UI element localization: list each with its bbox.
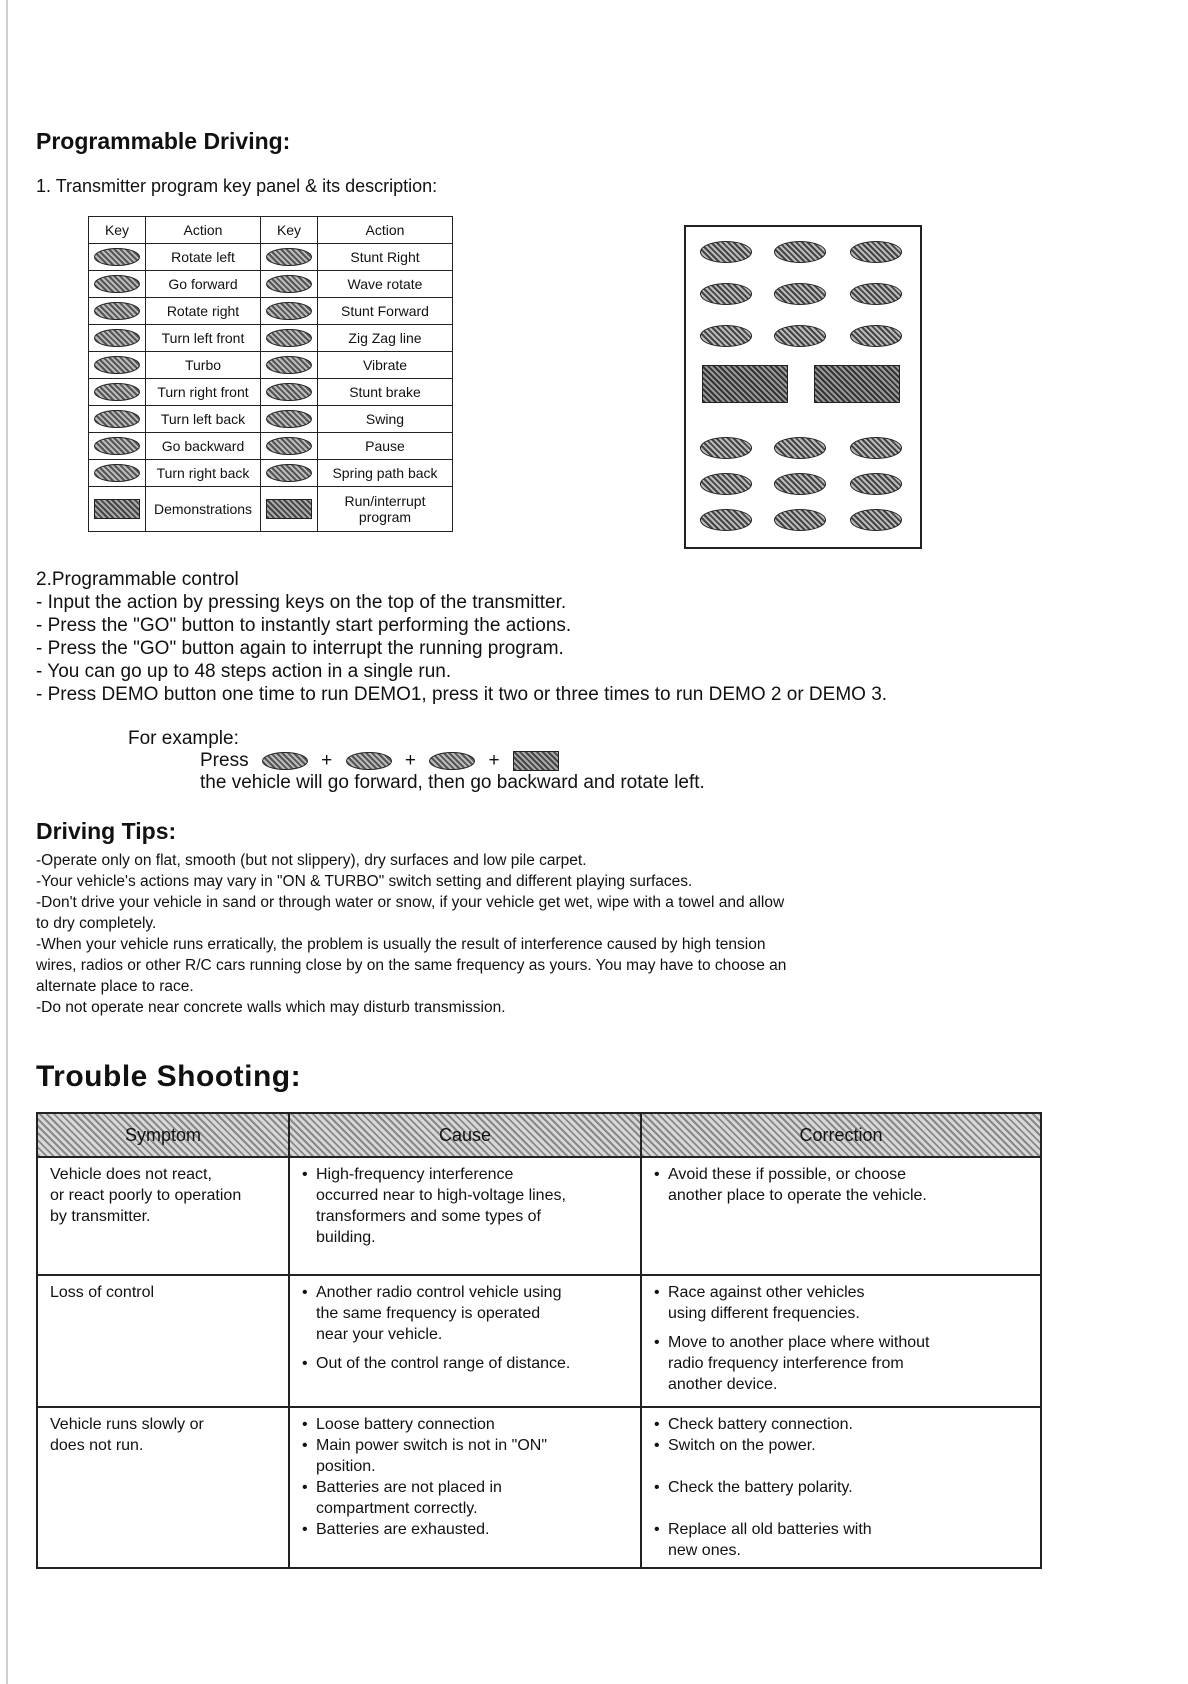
spacer [654, 1456, 1028, 1477]
programmable-control-section [36, 568, 887, 706]
panel-key-icon [774, 509, 826, 531]
panel-key-icon [774, 283, 826, 305]
go-forward-key-icon [262, 752, 308, 770]
key-button-icon [94, 329, 140, 347]
panel-key-icon [700, 283, 752, 305]
key-icon-cell [89, 433, 146, 460]
key-button-icon [266, 356, 312, 374]
correction-item [654, 1519, 1028, 1561]
key-icon-cell [89, 406, 146, 433]
action-cell: Wave rotate [318, 271, 453, 298]
symptom-line: Loss of control [50, 1284, 155, 1301]
tip-line: -When your vehicle runs erratically, the problem is usually the result of interference caused by high tension [36, 936, 766, 953]
cause-line: • High-frequency interference [316, 1166, 514, 1183]
header-key: Key [261, 217, 318, 244]
control-title: 2.Programmable control [36, 569, 239, 590]
key-icon-cell [89, 244, 146, 271]
cause-line: near your vehicle. [316, 1326, 443, 1343]
correction-line: • Check battery connection. [668, 1416, 853, 1433]
correction-line: another device. [668, 1376, 778, 1393]
cause-item [302, 1164, 628, 1248]
symptom-cell [37, 1275, 289, 1407]
correction-item [654, 1282, 1028, 1324]
plus-sign: + [321, 750, 333, 771]
panel-key-icon [850, 473, 902, 495]
cause-item [302, 1477, 628, 1519]
key-button-icon [266, 329, 312, 347]
action-cell: Rotate right [146, 298, 261, 325]
key-icon-cell [89, 298, 146, 325]
cause-line: • Batteries are not placed in [316, 1479, 502, 1496]
control-line: - Input the action by pressing keys on the top of the transmitter. [36, 592, 567, 613]
key-icon-cell [261, 379, 318, 406]
correction-line: radio frequency interference from [668, 1355, 904, 1372]
correction-line: • Race against other vehicles [668, 1284, 865, 1301]
cause-cell [289, 1407, 641, 1568]
trouble-row [37, 1275, 1041, 1407]
action-cell: Turn right back [146, 460, 261, 487]
panel-key-icon [774, 473, 826, 495]
action-cell: Swing [318, 406, 453, 433]
panel-key-icon [774, 325, 826, 347]
key-button-icon [94, 437, 140, 455]
panel-key-icon [850, 437, 902, 459]
tip-line: alternate place to race. [36, 978, 194, 995]
action-cell: Rotate left [146, 244, 261, 271]
plus-sign: + [404, 750, 416, 771]
key-icon-cell [261, 487, 318, 532]
programmable-heading: Programmable Driving: [36, 128, 291, 154]
header-key: Key [89, 217, 146, 244]
key-button-icon [94, 356, 140, 374]
key-button-icon [94, 302, 140, 320]
cause-item [302, 1282, 628, 1345]
action-cell: Go backward [146, 433, 261, 460]
key-icon-cell [89, 379, 146, 406]
cause-cell [289, 1275, 641, 1407]
key-table-row [89, 244, 453, 271]
cause-line: position. [316, 1458, 376, 1475]
tip-line: -Don't drive your vehicle in sand or through water or snow, if your vehicle get wet, wipe with a towel and allow [36, 894, 785, 911]
cause-cell [289, 1157, 641, 1275]
cause-line: • Another radio control vehicle using [316, 1284, 562, 1301]
key-icon-cell [261, 271, 318, 298]
key-table [88, 216, 453, 532]
trouble-shooting-heading: Trouble Shooting: [36, 1060, 302, 1093]
action-cell: Zig Zag line [318, 325, 453, 352]
panel-key-icon [700, 473, 752, 495]
driving-tips-list [36, 850, 786, 1018]
key-panel-subtitle: 1. Transmitter program key panel & its description: [36, 176, 438, 196]
control-line: - Press the "GO" button again to interrupt the running program. [36, 638, 564, 659]
panel-key-icon [774, 437, 826, 459]
example-result: the vehicle will go forward, then go backward and rotate left. [200, 772, 705, 793]
cause-item [302, 1414, 628, 1435]
spacer [654, 1324, 1028, 1332]
symptom-line: by transmitter. [50, 1208, 151, 1225]
symptom-cell [37, 1157, 289, 1275]
tip-line: -Do not operate near concrete walls which may disturb transmission. [36, 999, 506, 1016]
scan-edge [6, 0, 8, 1684]
action-cell: Turbo [146, 352, 261, 379]
action-cell: Turn left back [146, 406, 261, 433]
key-icon-cell [261, 460, 318, 487]
panel-key-icon [850, 325, 902, 347]
correction-line: • Move to another place where without [668, 1334, 930, 1351]
header-cause: Cause [289, 1113, 641, 1157]
key-button-icon [94, 383, 140, 401]
action-cell: Vibrate [318, 352, 453, 379]
correction-item [654, 1477, 1028, 1498]
correction-line: new ones. [668, 1542, 741, 1559]
correction-item [654, 1332, 1028, 1395]
correction-cell [641, 1275, 1041, 1407]
trouble-row [37, 1157, 1041, 1275]
rotate-left-key-icon [429, 752, 475, 770]
key-icon-cell [261, 244, 318, 271]
cause-line: the same frequency is operated [316, 1305, 541, 1322]
key-table-row [89, 406, 453, 433]
key-button-icon [266, 275, 312, 293]
key-button-icon [266, 302, 312, 320]
action-cell: Stunt Forward [318, 298, 453, 325]
key-button-icon [266, 383, 312, 401]
control-line: - Press the "GO" button to instantly start performing the actions. [36, 615, 572, 636]
action-cell: Stunt Right [318, 244, 453, 271]
action-cell: Turn left front [146, 325, 261, 352]
trouble-shooting-table [36, 1112, 1042, 1569]
panel-go-key-icon [814, 365, 900, 403]
panel-key-icon [700, 509, 752, 531]
control-line: - You can go up to 48 steps action in a single run. [36, 661, 452, 682]
key-table-row [89, 271, 453, 298]
correction-cell [641, 1407, 1041, 1568]
cause-line: • Out of the control range of distance. [316, 1355, 571, 1372]
symptom-line: or react poorly to operation [50, 1187, 242, 1204]
key-icon-cell [89, 487, 146, 532]
panel-demo-key-icon [702, 365, 788, 403]
control-line: - Press DEMO button one time to run DEMO1, press it two or three times to run DEMO 2 or DEMO 3. [36, 684, 888, 705]
key-icon-cell [89, 352, 146, 379]
go-backward-key-icon [346, 752, 392, 770]
panel-key-icon [700, 325, 752, 347]
cause-line: transformers and some types of [316, 1208, 541, 1225]
spacer [654, 1498, 1028, 1519]
action-cell: Spring path back [318, 460, 453, 487]
header-symptom: Symptom [37, 1113, 289, 1157]
key-table-row [89, 487, 453, 532]
trouble-table-header [37, 1113, 1041, 1157]
trouble-row [37, 1407, 1041, 1568]
panel-key-icon [700, 241, 752, 263]
key-button-icon [266, 248, 312, 266]
key-button-icon [94, 248, 140, 266]
key-table-header [89, 217, 453, 244]
tip-line: wires, radios or other R/C cars running close by on the same frequency as yours. You may have to choose an [36, 957, 787, 974]
key-icon-cell [261, 352, 318, 379]
key-button-icon [94, 410, 140, 428]
cause-line: compartment correctly. [316, 1500, 478, 1517]
key-table-row [89, 325, 453, 352]
correction-line: using different frequencies. [668, 1305, 860, 1322]
example-label: For example: [128, 728, 239, 749]
correction-line: • Check the battery polarity. [668, 1479, 853, 1496]
header-action: Action [146, 217, 261, 244]
key-button-icon [266, 437, 312, 455]
key-table-row [89, 379, 453, 406]
cause-item [302, 1435, 628, 1477]
panel-key-icon [850, 509, 902, 531]
cause-line: building. [316, 1229, 376, 1246]
action-cell: Pause [318, 433, 453, 460]
action-cell: Turn right front [146, 379, 261, 406]
key-table-row [89, 352, 453, 379]
cause-line: • Main power switch is not in "ON" [316, 1437, 547, 1454]
action-cell: Go forward [146, 271, 261, 298]
key-button-icon [266, 464, 312, 482]
cause-line: occurred near to high-voltage lines, [316, 1187, 566, 1204]
correction-item [654, 1435, 1028, 1456]
cause-item [302, 1519, 628, 1540]
example-section [128, 728, 705, 794]
action-cell: Run/interrupt program [318, 487, 453, 532]
panel-key-icon [850, 241, 902, 263]
demo-button-icon [94, 499, 140, 519]
correction-line: another place to operate the vehicle. [668, 1187, 927, 1204]
key-icon-cell [89, 271, 146, 298]
cause-item [302, 1353, 628, 1374]
correction-item [654, 1414, 1028, 1435]
key-table-row [89, 433, 453, 460]
header-action: Action [318, 217, 453, 244]
tip-line: to dry completely. [36, 915, 157, 932]
panel-key-icon [774, 241, 826, 263]
transmitter-key-panel [684, 225, 922, 549]
key-table-row [89, 460, 453, 487]
panel-key-icon [700, 437, 752, 459]
key-icon-cell [89, 460, 146, 487]
correction-cell [641, 1157, 1041, 1275]
symptom-line: does not run. [50, 1437, 144, 1454]
symptom-line: Vehicle runs slowly or [50, 1416, 204, 1433]
cause-line: • Loose battery connection [316, 1416, 495, 1433]
plus-sign: + [488, 750, 500, 771]
example-press: Press [200, 750, 249, 771]
key-button-icon [266, 410, 312, 428]
correction-item [654, 1164, 1028, 1206]
header-correction: Correction [641, 1113, 1041, 1157]
key-icon-cell [261, 298, 318, 325]
go-button-icon [266, 499, 312, 519]
tip-line: -Your vehicle's actions may vary in "ON & TURBO" switch setting and different playing surfaces. [36, 873, 693, 890]
key-icon-cell [261, 406, 318, 433]
correction-line: • Replace all old batteries with [668, 1521, 872, 1538]
action-cell: Stunt brake [318, 379, 453, 406]
correction-line: • Switch on the power. [668, 1437, 816, 1454]
key-icon-cell [261, 433, 318, 460]
cause-line: • Batteries are exhausted. [316, 1521, 490, 1538]
go-key-icon [513, 751, 559, 771]
example-sequence [128, 750, 705, 772]
action-cell: Demonstrations [146, 487, 261, 532]
spacer [302, 1345, 628, 1353]
symptom-cell [37, 1407, 289, 1568]
key-table-row [89, 298, 453, 325]
correction-line: • Avoid these if possible, or choose [668, 1166, 907, 1183]
symptom-line: Vehicle does not react, [50, 1166, 212, 1183]
key-button-icon [94, 275, 140, 293]
panel-key-icon [850, 283, 902, 305]
key-icon-cell [89, 325, 146, 352]
tip-line: -Operate only on flat, smooth (but not slippery), dry surfaces and low pile carpet. [36, 852, 587, 869]
key-button-icon [94, 464, 140, 482]
key-icon-cell [261, 325, 318, 352]
driving-tips-heading: Driving Tips: [36, 818, 177, 844]
